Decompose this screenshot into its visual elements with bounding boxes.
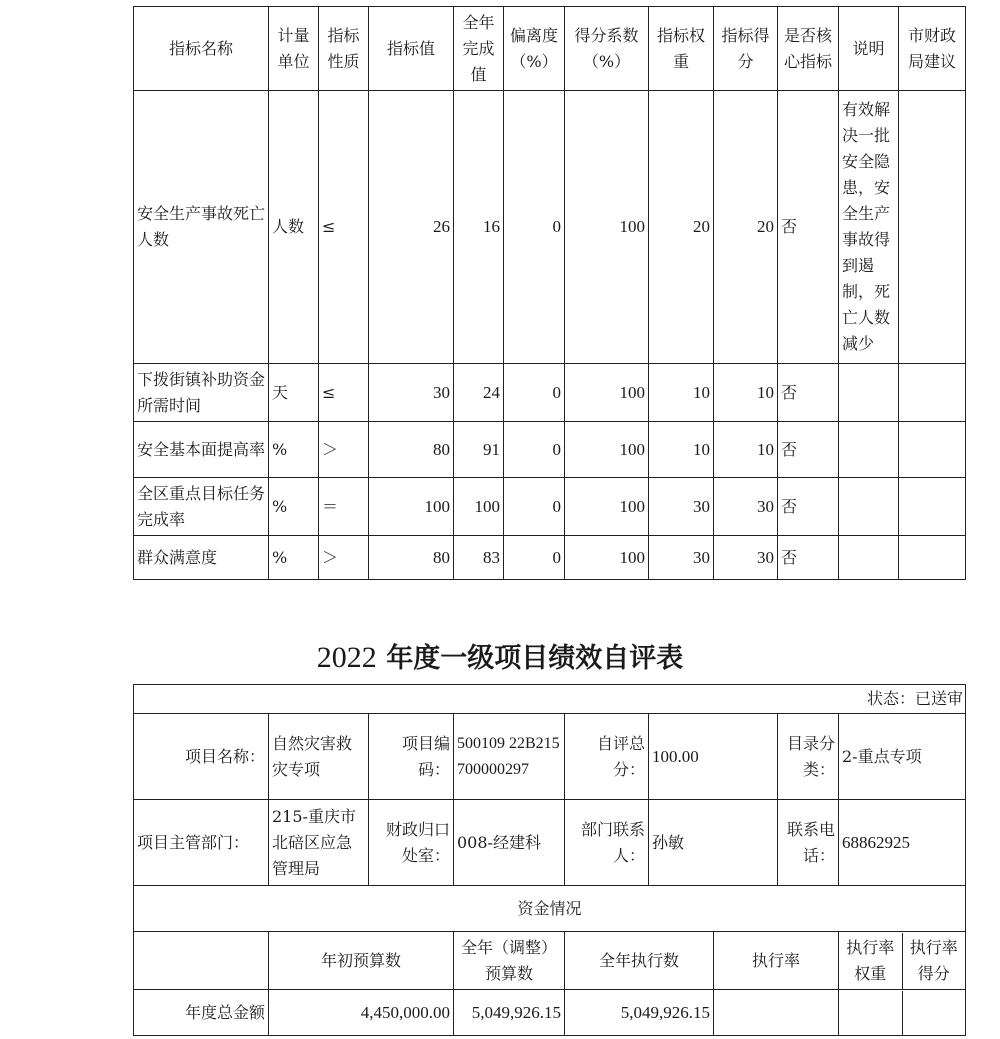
indicator-coef: 100 bbox=[565, 478, 649, 536]
indicator-target: 26 bbox=[369, 91, 454, 364]
indicator-core: 否 bbox=[778, 536, 839, 580]
fund-header-rate: 执行率 bbox=[714, 932, 839, 990]
indicator-advice bbox=[899, 364, 966, 422]
header-nature: 指标性质 bbox=[319, 7, 369, 91]
indicator-target: 30 bbox=[369, 364, 454, 422]
indicator-advice bbox=[899, 422, 966, 478]
header-core: 是否核心指标 bbox=[778, 7, 839, 91]
header-actual: 全年完成值 bbox=[454, 7, 504, 91]
form-title-text: 年度一级项目绩效自评表 bbox=[386, 643, 684, 674]
indicator-advice bbox=[899, 91, 966, 364]
self-score-label: 自评总分： bbox=[565, 714, 649, 800]
indicator-actual: 24 bbox=[454, 364, 504, 422]
status-badge: 状态：已送审 bbox=[134, 685, 966, 714]
indicator-note bbox=[839, 478, 899, 536]
indicator-weight: 30 bbox=[649, 536, 714, 580]
fund-header-executed: 全年执行数 bbox=[565, 932, 714, 990]
indicator-note bbox=[839, 536, 899, 580]
table-row bbox=[134, 478, 966, 536]
indicator-coef: 100 bbox=[565, 91, 649, 364]
indicator-deviation: 0 bbox=[504, 364, 565, 422]
header-advice: 市财政局建议 bbox=[899, 7, 966, 91]
indicator-target: 80 bbox=[369, 536, 454, 580]
finance-office-label: 财政归口处室： bbox=[369, 800, 454, 886]
indicator-name: 安全生产事故死亡人数 bbox=[134, 91, 269, 364]
header-note: 说明 bbox=[839, 7, 899, 91]
indicator-name: 群众满意度 bbox=[134, 536, 269, 580]
form-title bbox=[0, 636, 1000, 675]
fund-header-blank bbox=[134, 932, 269, 990]
fund-row-label: 年度总金额 bbox=[134, 990, 269, 1036]
indicator-core: 否 bbox=[778, 91, 839, 364]
indicator-deviation: 0 bbox=[504, 478, 565, 536]
indicator-core: 否 bbox=[778, 422, 839, 478]
indicator-coef: 100 bbox=[565, 536, 649, 580]
indicator-deviation: 0 bbox=[504, 536, 565, 580]
fund-executed-value: 5,049,926.15 bbox=[565, 990, 714, 1036]
form-title-year: 2022 bbox=[316, 641, 377, 674]
indicator-note bbox=[839, 422, 899, 478]
indicator-name: 下拨街镇补助资金所需时间 bbox=[134, 364, 269, 422]
indicator-nature: ≤ bbox=[319, 91, 369, 364]
indicator-coef: 100 bbox=[565, 364, 649, 422]
indicator-target: 100 bbox=[369, 478, 454, 536]
project-name-label: 项目名称： bbox=[134, 714, 269, 800]
indicator-score: 20 bbox=[714, 91, 778, 364]
self-score-value: 100.00 bbox=[649, 714, 778, 800]
indicator-nature: ＞ bbox=[319, 422, 369, 478]
indicator-unit: 人数 bbox=[269, 91, 319, 364]
indicator-weight: 30 bbox=[649, 478, 714, 536]
contact-label: 部门联系人： bbox=[565, 800, 649, 886]
category-label: 目录分类： bbox=[778, 714, 839, 800]
dept-value: 215-重庆市北碚区应急管理局 bbox=[269, 800, 369, 886]
table-row bbox=[134, 91, 966, 364]
fund-section-title: 资金情况 bbox=[134, 886, 966, 932]
indicator-score: 30 bbox=[714, 478, 778, 536]
indicator-core: 否 bbox=[778, 478, 839, 536]
indicator-coef: 100 bbox=[565, 422, 649, 478]
fund-initial-value: 4,450,000.00 bbox=[269, 990, 454, 1036]
header-unit: 计量单位 bbox=[269, 7, 319, 91]
fund-header-rate-score: 执行率得分 bbox=[909, 937, 958, 983]
fund-rate-weight-value bbox=[839, 991, 903, 1035]
header-weight: 指标权重 bbox=[649, 7, 714, 91]
indicator-weight: 10 bbox=[649, 364, 714, 422]
phone-label: 联系电话： bbox=[778, 800, 839, 886]
indicator-weight: 10 bbox=[649, 422, 714, 478]
fund-rate-score-value bbox=[903, 991, 966, 1035]
indicator-score: 10 bbox=[714, 364, 778, 422]
indicator-nature: ＝ bbox=[319, 478, 369, 536]
header-target: 指标值 bbox=[369, 7, 454, 91]
indicator-deviation: 0 bbox=[504, 91, 565, 364]
indicator-advice bbox=[899, 536, 966, 580]
indicator-name: 安全基本面提高率 bbox=[134, 422, 269, 478]
fund-header-adjusted: 全年（调整）预算数 bbox=[454, 932, 565, 990]
indicator-unit: % bbox=[269, 536, 319, 580]
indicator-score: 10 bbox=[714, 422, 778, 478]
project-name-value: 自然灾害救灾专项 bbox=[269, 714, 369, 800]
indicator-table bbox=[133, 6, 966, 580]
indicator-unit: % bbox=[269, 422, 319, 478]
fund-weight-score-cell bbox=[839, 990, 966, 1036]
indicator-actual: 100 bbox=[454, 478, 504, 536]
header-deviation: 偏离度（%） bbox=[504, 7, 565, 91]
indicator-weight: 20 bbox=[649, 91, 714, 364]
indicator-nature: ≤ bbox=[319, 364, 369, 422]
indicator-unit: 天 bbox=[269, 364, 319, 422]
project-code-value: 500109 22B215700000297 bbox=[454, 714, 565, 800]
indicator-score: 30 bbox=[714, 536, 778, 580]
indicator-header-row bbox=[134, 7, 966, 91]
contact-value: 孙敏 bbox=[649, 800, 778, 886]
phone-value: 68862925 bbox=[839, 800, 966, 886]
indicator-note bbox=[839, 364, 899, 422]
table-row bbox=[134, 364, 966, 422]
indicator-actual: 16 bbox=[454, 91, 504, 364]
fund-header-initial: 年初预算数 bbox=[269, 932, 454, 990]
header-coef: 得分系数（%） bbox=[565, 7, 649, 91]
indicator-advice bbox=[899, 478, 966, 536]
header-score: 指标得分 bbox=[714, 7, 778, 91]
evaluation-form bbox=[133, 684, 966, 1036]
indicator-core: 否 bbox=[778, 364, 839, 422]
indicator-name: 全区重点目标任务完成率 bbox=[134, 478, 269, 536]
dept-label: 项目主管部门： bbox=[134, 800, 269, 886]
indicator-actual: 83 bbox=[454, 536, 504, 580]
fund-header-rate-weight: 执行率权重 bbox=[839, 933, 903, 989]
fund-adjusted-value: 5,049,926.15 bbox=[454, 990, 565, 1036]
fund-header-weight-score bbox=[839, 932, 966, 990]
finance-office-value: 008-经建科 bbox=[454, 800, 565, 886]
indicator-nature: ＞ bbox=[319, 536, 369, 580]
category-value: 2-重点专项 bbox=[839, 714, 966, 800]
fund-rate-value bbox=[714, 990, 839, 1036]
header-indicator-name: 指标名称 bbox=[134, 7, 269, 91]
indicator-target: 80 bbox=[369, 422, 454, 478]
project-code-label: 项目编码： bbox=[369, 714, 454, 800]
indicator-actual: 91 bbox=[454, 422, 504, 478]
indicator-note: 有效解决一批安全隐患，安全生产事故得到遏制，死亡人数减少 bbox=[839, 91, 899, 364]
indicator-unit: % bbox=[269, 478, 319, 536]
table-row bbox=[134, 422, 966, 478]
indicator-deviation: 0 bbox=[504, 422, 565, 478]
table-row bbox=[134, 536, 966, 580]
